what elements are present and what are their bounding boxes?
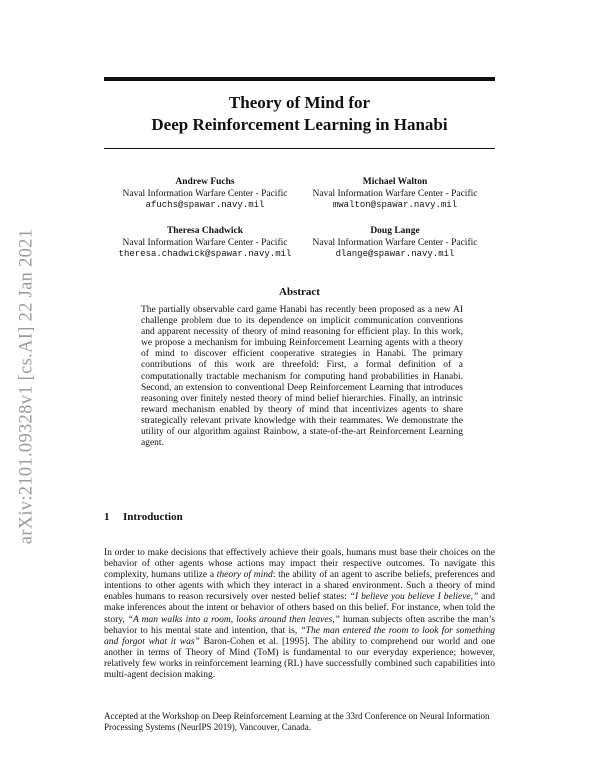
title-bottom-rule bbox=[104, 148, 495, 149]
intro-emphasis: “A man walks into a room, looks around then leaves,” bbox=[127, 614, 340, 625]
intro-text: and make inferences about the intent or behavior of others based on this belief. For instance, when told the story, bbox=[104, 592, 496, 625]
author-block bbox=[100, 177, 310, 212]
author-block bbox=[100, 226, 310, 261]
author-block bbox=[290, 226, 500, 261]
author-name: Theresa Chadwick bbox=[166, 226, 244, 236]
author-affiliation: Naval Information Warfare Center - Pacific bbox=[122, 237, 288, 248]
footnote: Accepted at the Workshop on Deep Reinforcement Learning at the 33rd Conference on Neural Information Processing Systems (NeurIPS 2019), Vancouver, Canada. bbox=[104, 711, 490, 732]
intro-text: : the ability of an agent to ascribe beliefs, preferences and intentions to other agents with which they interact in a shared environment. Such a theory of mind enables humans to reason recursively over nested belief states: bbox=[104, 570, 495, 603]
intro-text: human subjects often ascribe the man’s behavior to his mental state and intention, that is, bbox=[104, 614, 496, 636]
author-affiliation: Naval Information Warfare Center - Pacific bbox=[122, 188, 288, 199]
intro-emphasis: “I believe you believe I believe,” bbox=[349, 592, 479, 603]
author-email: mwalton@spawar.navy.mil bbox=[332, 200, 458, 210]
author-name: Doug Lange bbox=[370, 226, 420, 236]
author-email: dlange@spawar.navy.mil bbox=[335, 249, 455, 259]
author-block bbox=[290, 177, 500, 212]
section-number: 1 bbox=[104, 511, 110, 523]
author-affiliation: Naval Information Warfare Center - Pacific bbox=[312, 237, 478, 248]
arxiv-sidebar bbox=[10, 202, 44, 570]
intro-text: Baron-Cohen et al. [1995]. The ability to comprehend our world and one another in terms of Theory of Mind (ToM) is fundamental to our everyday experience; however, relatively few works in reinforcement learning (RL) have successfully combined such capabilities into multi-agent decision making. bbox=[104, 636, 495, 681]
section-heading bbox=[104, 511, 183, 523]
author-name: Michael Walton bbox=[362, 177, 428, 187]
author-email: theresa.chadwick@spawar.navy.mil bbox=[118, 249, 292, 259]
abstract-heading: Abstract bbox=[279, 286, 320, 298]
title-line-1: Theory of Mind for bbox=[228, 93, 371, 112]
intro-emphasis: theory of mind bbox=[216, 570, 273, 581]
introduction-paragraph bbox=[104, 548, 495, 681]
author-name: Andrew Fuchs bbox=[175, 177, 235, 187]
title-line-2: Deep Reinforcement Learning in Hanabi bbox=[151, 115, 448, 134]
paper-title bbox=[104, 92, 495, 136]
section-title: Introduction bbox=[123, 511, 183, 523]
title-top-rule bbox=[104, 77, 495, 81]
author-email: afuchs@spawar.navy.mil bbox=[145, 200, 265, 210]
intro-text: In order to make decisions that effectively achieve their goals, humans must base their choices on the behavior of other agents whose actions may impact their respective outcomes. To navigate this complexity, humans utilize a bbox=[104, 548, 495, 581]
author-affiliation: Naval Information Warfare Center - Pacific bbox=[312, 188, 478, 199]
arxiv-stamp: arXiv:2101.09328v1 [cs.AI] 22 Jan 2021 bbox=[16, 228, 37, 544]
abstract-body: The partially observable card game Hanabi has recently been proposed as a new AI challenge problem due to its dependence on implicit communication conventions and apparent necessity of theory of mind reasoning for efficient play. In this work, we propose a mechanism for imbuing Reinforcement Learning agents with a theory of mind to discover efficient cooperative strategies in Hanabi. The primary contributions of this work are threefold: First, a formal definition of a computationally tractable mechanism for computing hand probabilities in Hanabi. Second, an extension to conventional Deep Reinforcement Learning that introduces reasoning over finitely nested theory of mind belief hierarchies. Finally, an intrinsic reward mechanism enabled by theory of mind that incentivizes agents to share strategically relevant private knowledge with their teammates. We demonstrate the utility of our algorithm against Rainbow, a state-of-the-art Reinforcement Learning agent. bbox=[141, 305, 463, 449]
intro-emphasis: “The man entered the room to look for something and forgot what it was” bbox=[104, 625, 495, 647]
